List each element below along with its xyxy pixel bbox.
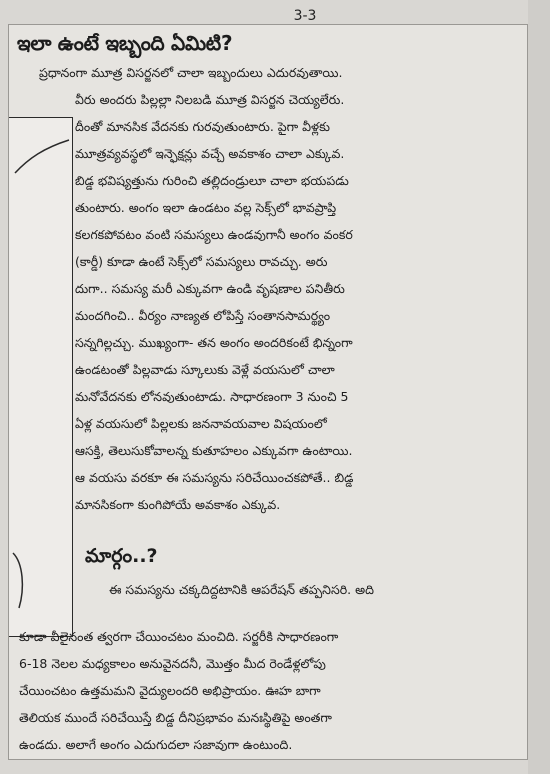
bottom-line: ఈ సమస్యను చక్కదిద్దటానికి ఆపరేషన్ తప్పనిసరి. అది — [109, 582, 374, 597]
body-line: ఉండటంతో పిల్లవాడు స్కూలుకు వెళ్లే వయసులో చాలా — [75, 362, 335, 377]
body-line: సన్నగిల్లచ్చు. ముఖ్యంగా- తన అంగం అందరికంటే భిన్నంగా — [75, 335, 353, 350]
page-edge — [528, 0, 550, 774]
body-line: (కార్డీ) కూడా ఉంటే సెక్స్‌లో సమస్యలు రావచ్చు. అరు — [75, 254, 328, 269]
body-line: కలగకపోవటం వంటి సమస్యలు ఉండవుగానీ అంగం వంకర — [75, 227, 353, 242]
body-line: ఆ వయసు వరకూ ఈ సమస్యను సరిచేయించకపోతే.. బిడ్డ — [75, 470, 354, 485]
body-line: ఆసక్తి, తెలుసుకోవాలన్న కుతూహలం ఎక్కువగా ఉంటాయి. — [75, 443, 353, 458]
bottom-line: తెలియక ముందే సరిచేయిస్తే బిడ్డ దీనిప్రభావం మనఃస్థితిపై అంతగా — [19, 710, 332, 725]
body-line: బిడ్డ భవిష్యత్తును గురించి తల్లిదండ్రులూ చాలా భయపడు — [75, 173, 349, 188]
bottom-line: 6-18 నెలల మధ్యకాలం అనువైనదనీ, మొత్తం మీద రెండేళ్లలోపు — [19, 656, 326, 671]
bottom-line: ఉండదు. అలాగే అంగం ఎదుగుదలా సజావుగా ఉంటుంది. — [19, 737, 293, 752]
body-line: మానసికంగా కుంగిపోయే అవకాశం ఎక్కువ. — [75, 497, 281, 512]
body-line: వీరు అందరు పిల్లల్లా నిలబడి మూత్ర విసర్జన చెయ్యలేరు. — [75, 92, 345, 107]
body-line: దుగా.. సమస్య మరీ ఎక్కువగా ఉండి వృషణాల పనితీరు — [75, 281, 345, 296]
bottom-line: చేయించటం ఉత్తమమని వైద్యులందరి అభిప్రాయం. ఊహ బాగా — [19, 683, 321, 698]
body-line: మూత్రవ్యవస్థలో ఇన్ఫెక్షన్లు వచ్చే అవకాశం చాలా ఎక్కువ. — [75, 146, 345, 161]
bottom-line: కూడా వీలైనంత త్వరగా చేయించటం మంచిది. సర్జరీకి సాధారణంగా — [19, 629, 339, 644]
body-text — [9, 25, 529, 761]
body-line: మనోవేదనకు లోనవుతుంటాడు. సాధారణంగా 3 నుంచి 5 — [75, 389, 349, 404]
body-line: ప్రధానంగా మూత్ర విసర్జనలో చాలా ఇబ్బందులు ఎదురవుతాయి. — [39, 65, 343, 80]
headline: ఇలా ఉంటే ఇబ్బంది ఏమిటి? — [17, 31, 233, 55]
body-line: దీంతో మానసిక వేదనకు గురవుతుంటారు. పైగా వీళ్లకు — [75, 119, 330, 134]
body-line: మందగించి.. వీర్యం నాణ్యత లోపిస్తే సంతానసామర్థ్యం — [75, 308, 331, 323]
article — [8, 24, 528, 760]
page-label: 3-3 — [293, 8, 317, 24]
body-line: తుంటారు. అంగం ఇలా ఉండటం వల్ల సెక్స్‌లో భావప్రాప్తి — [75, 200, 337, 215]
subheading: మార్గం..? — [85, 545, 158, 567]
body-line: ఏళ్ల వయసులో పిల్లలకు జననావయవాల విషయంలో — [75, 416, 327, 431]
